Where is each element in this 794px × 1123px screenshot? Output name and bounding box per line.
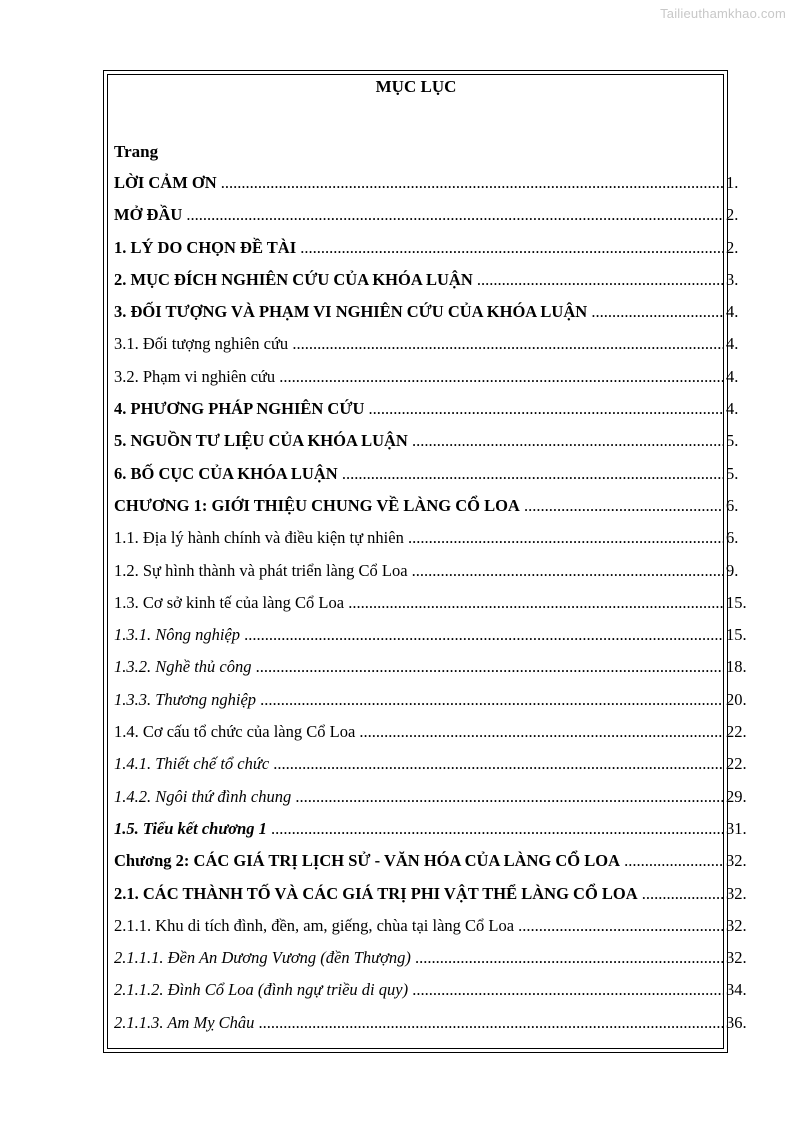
toc-entry[interactable] [114,978,760,1010]
toc-entry-label: 6. BỐ CỤC CỦA KHÓA LUẬN ..... [114,462,724,486]
toc-entry-label: 1.4.1. Thiết chế tổ chức ..... [114,752,724,776]
toc-entry-page: 5. [726,463,739,483]
toc-entry-label: 1.2. Sự hình thành và phát triển làng Cổ Loa ..... [114,559,724,583]
toc-entry-label: 1.1. Địa lý hành chính và điều kiện tự nhiên ..... [114,526,724,550]
toc-entry-label: 1.3.1. Nông nghiệp ..... [114,623,724,647]
toc-entry-label: CHƯƠNG 1: GIỚI THIỆU CHUNG VỀ LÀNG CỔ LOA ..... [114,494,724,518]
toc-entry-label: 1.3.3. Thương nghiệp ..... [114,688,724,712]
toc-entry-page: 32. [726,948,747,968]
toc-entry[interactable] [114,365,760,397]
toc-entry-page: 32. [726,883,747,903]
toc-entry[interactable] [114,526,760,558]
toc-entry-page: 20. [726,689,747,709]
toc-entry-page: 4. [726,302,739,322]
toc-entry[interactable] [114,203,760,235]
toc-entry[interactable] [114,494,760,526]
toc-entry-label: 1. LÝ DO CHỌN ĐỀ TÀI ..... [114,236,724,260]
watermark-text: Tailieuthamkhao.com [660,6,786,21]
toc-entry[interactable] [114,849,760,881]
toc-entry-label: 3.2. Phạm vi nghiên cứu ..... [114,365,724,389]
toc-entry-label: 2. MỤC ĐÍCH NGHIÊN CỨU CỦA KHÓA LUẬN ..... [114,268,724,292]
toc-entry-page: 29. [726,786,747,806]
toc-entry[interactable] [114,623,760,655]
toc-entry[interactable] [114,300,760,332]
toc-entry-label: 2.1.1. Khu di tích đình, đền, am, giếng, chùa tại làng Cổ Loa ..... [114,914,724,938]
toc-entry-page: 32. [726,851,747,871]
toc-entry-page: 34. [726,980,747,1000]
toc-entry[interactable] [114,946,760,978]
toc-entry[interactable] [114,914,760,946]
toc-entry-page: 22. [726,722,747,742]
toc-entry-label: 4. PHƯƠNG PHÁP NGHIÊN CỨU ..... [114,397,724,421]
toc-entry[interactable] [114,332,760,364]
toc-entry[interactable] [114,462,760,494]
toc-entry-label: 1.3.2. Nghề thủ công ..... [114,655,724,679]
toc-entry[interactable] [114,655,760,687]
toc-entry-label: 2.1.1.2. Đình Cổ Loa (đình ngự triều di quy) ..... [114,978,724,1002]
toc-entry[interactable] [114,236,760,268]
toc-entry-label: 1.5. Tiểu kết chương 1 ..... [114,817,724,841]
toc-entry-label: 2.1.1.3. Am Mỵ Châu ..... [114,1011,724,1035]
toc-entry-page: 2. [726,205,739,225]
toc-entry[interactable] [114,688,760,720]
toc-entry-page: 4. [726,366,739,386]
toc-entry-page: 15. [726,625,747,645]
toc-entry[interactable] [114,591,760,623]
toc-entry-page: 4. [726,334,739,354]
toc-entry-page: 31. [726,818,747,838]
toc-entry-label: LỜI CẢM ƠN ..... [114,171,724,195]
toc-entry-label: 2.1.1.1. Đền An Dương Vương (đền Thượng) ..... [114,946,724,970]
toc-entry[interactable] [114,882,760,914]
toc-entry-page: 9. [726,560,739,580]
toc-entry-page: 18. [726,657,747,677]
toc-entry[interactable] [114,785,760,817]
toc-entry[interactable] [114,817,760,849]
toc-entry[interactable] [114,429,760,461]
page-column-header: Trang [114,142,159,161]
toc-entry-page: 3. [726,269,739,289]
toc-entry-page: 22. [726,754,747,774]
toc-entry-page: 2. [726,237,739,257]
toc-entry-label: 1.4. Cơ cấu tổ chức của làng Cổ Loa ..... [114,720,724,744]
toc-entry-page: 5. [726,431,739,451]
toc-entry-page: 15. [726,592,747,612]
toc-entry-label: 1.4.2. Ngôi thứ đình chung ..... [114,785,724,809]
table-of-contents [114,171,760,1043]
toc-entry-label: Chương 2: CÁC GIÁ TRỊ LỊCH SỬ - VĂN HÓA CỦA LÀNG CỔ LOA ..... [114,849,724,873]
page-title: MỤC LỤC [375,77,457,96]
toc-entry[interactable] [114,752,760,784]
toc-entry-page: 36. [726,1012,747,1032]
toc-entry[interactable] [114,171,760,203]
toc-entry-label: 2.1. CÁC THÀNH TỐ VÀ CÁC GIÁ TRỊ PHI VẬT THỂ LÀNG CỔ LOA ..... [114,882,724,906]
toc-entry-label: 5. NGUỒN TƯ LIỆU CỦA KHÓA LUẬN ..... [114,429,724,453]
toc-entry-label: 3. ĐỐI TƯỢNG VÀ PHẠM VI NGHIÊN CỨU CỦA KHÓA LUẬN ..... [114,300,724,324]
toc-entry-page: 6. [726,495,739,515]
toc-entry-label: 3.1. Đối tượng nghiên cứu ..... [114,332,724,356]
toc-entry[interactable] [114,268,760,300]
toc-entry-page: 4. [726,399,739,419]
toc-entry-label: MỞ ĐẦU ..... [114,203,724,227]
toc-entry[interactable] [114,1011,760,1043]
toc-entry-page: 6. [726,528,739,548]
toc-entry[interactable] [114,559,760,591]
toc-entry-page: 1. [726,173,739,192]
toc-entry[interactable] [114,397,760,429]
toc-entry-page: 32. [726,915,747,935]
toc-entry-label: 1.3. Cơ sở kinh tế của làng Cổ Loa ..... [114,591,724,615]
toc-entry[interactable] [114,720,760,752]
